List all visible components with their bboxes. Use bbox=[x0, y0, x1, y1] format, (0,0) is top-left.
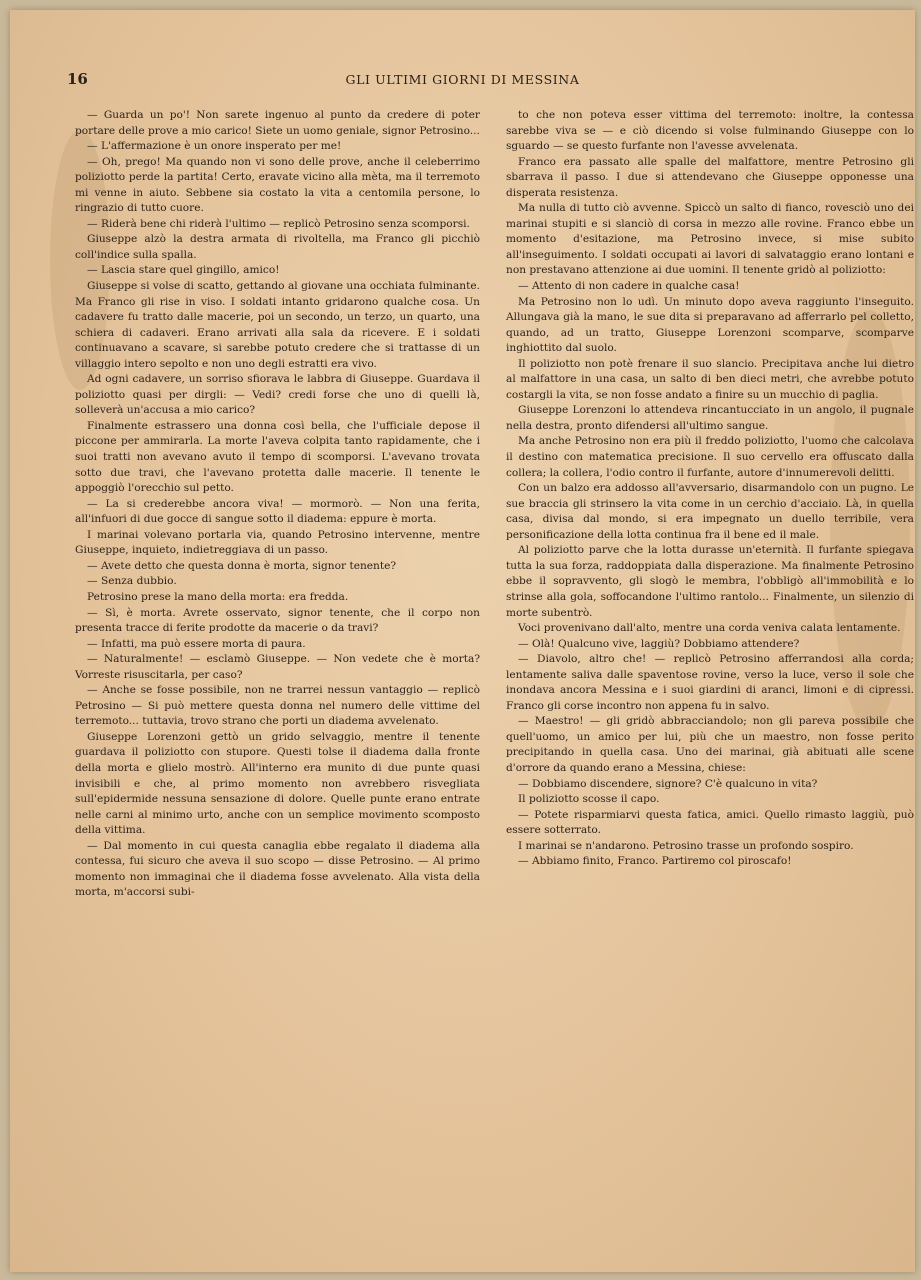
paragraph: Con un balzo era addosso all'avversario, disarmandolo con un pugno. Le sue braccia gli strinsero la vita come in un cerchio d'acciaio. Là, in quella casa, divisa dal mondo, si era impegnato un duello terribile, vera personificazione della lotta continua fra il bene ed il male. bbox=[506, 482, 914, 541]
paragraph: — L'affermazione è un onore insperato per me! bbox=[87, 140, 342, 153]
paragraph: — Olà! Qualcuno vive, laggiù? Dobbiamo attendere? bbox=[518, 637, 800, 650]
paragraph: Franco era passato alle spalle del malfattore, mentre Petrosino gli sbarrava il passo. I due si attendevano che Giuseppe opponesse una disperata resistenza. bbox=[506, 155, 914, 199]
paragraph: — Dobbiamo discendere, signore? C'è qualcuno in vita? bbox=[518, 777, 818, 790]
paragraph: Finalmente estrassero una donna così bella, che l'ufficiale depose il piccone per ammirarla. La morte l'aveva colpita tanto rapidamente, che i suoi tratti non avevano avuto il tempo di scomporsi. L'avevano trovata sotto due travi, che l'avevano protetta dalle macerie. Il tenente le appoggiò l'orecchio sul petto. bbox=[75, 419, 480, 495]
paragraph: — Abbiamo finito, Franco. Partiremo col piroscafo! bbox=[518, 855, 792, 868]
paragraph: Giuseppe Lorenzoni gettò un grido selvaggio, mentre il tenente guardava il poliziotto con stupore. Questi tolse il diadema dalla fronte della morta e glielo mostrò. All'interno era munito di due punte quasi invisibili e che, al primo momento non avrebbero risvegliata sull'epidermide nessuna sensazione di dolore. Quelle punte erano entrate nelle carni al minimo urto, anche con un semplice movimento scomposto della vittima. bbox=[75, 730, 480, 837]
paragraph: Ma nulla di tutto ciò avvenne. Spiccò un salto di fianco, rovesciò uno dei marinai stupiti e si slanciò di corsa in mezzo alle rovine. Franco ebbe un momento d'esitazione, ma Petrosino invece, si mise subito all'inseguimento. I soldati occupati ai lavori di salvataggio erano lontani e non prestavano attenzione ai due uomini. Il tenente gridò al poliziotto: bbox=[506, 202, 914, 277]
paragraph: — Oh, prego! Ma quando non vi sono delle prove, anche il celeberrimo poliziotto perde la partita! Certo, eravate vicino alla mèta, ma il terremoto mi venne in aiuto. Sebbene sia costato la vita a centomila persone, lo ringrazio di tutto cuore. bbox=[75, 155, 480, 215]
paragraph: Al poliziotto parve che la lotta durasse un'eternità. Il furfante spiegava tutta la sua forza, raddoppiata dalla disperazione. Ma finalmente Petrosino ebbe il sopravvento, gli slogò le membra, l'obbligò all'immobilità e lo strinse alla gola, soffocandone l'ultimo rantolo... Finalmente, un silenzio di morte subentrò. bbox=[506, 544, 914, 619]
paragraph: — Guarda un po'! Non sarete ingenuo al punto da credere di poter portare delle prove a mio carico! Siete un uomo geniale, signor Petrosino... bbox=[75, 109, 480, 137]
paragraph: I marinai se n'andarono. Petrosino trasse un profondo sospiro. bbox=[518, 839, 854, 852]
paragraph: Giuseppe alzò la destra armata di rivoltella, ma Franco gli picchiò coll'indice sulla spalla. bbox=[75, 233, 480, 261]
paragraph: — Maestro! — gli gridò abbracciandolo; non gli pareva possibile che quell'uomo, un amico per lui, più che un maestro, non fosse perito precipitando in quella casa. Uno dei marinai, già abituati alle scene d'orrore da quando erano a Messina, chiese: bbox=[506, 715, 914, 774]
paragraph: to che non poteva esser vittima del terremoto: inoltre, la contessa sarebbe viva se — e ciò dicendo si volse fulminando Giuseppe con lo sguardo — se questo furfante non l'avesse avvelenata. bbox=[506, 109, 914, 153]
printed-page bbox=[10, 10, 915, 1272]
paragraph: — Senza dubbio. bbox=[87, 575, 177, 588]
running-title: GLI ULTIMI GIORNI DI MESSINA bbox=[345, 72, 580, 87]
paragraph: Ma Petrosino non lo udì. Un minuto dopo aveva raggiunto l'inseguito. Allungava già la mano, le sue dita si preparavano ad afferrarlo pel colletto, quando, ad un tratto, Giuseppe Lorenzoni scomparve, scomparve inghiottito dal suolo. bbox=[506, 295, 914, 355]
paragraph: Il poliziotto non potè frenare il suo slancio. Precipitava anche lui dietro al malfattore in una casa, un salto di ben dieci metri, che avrebbe potuto costargli la vita, se non fosse andato a finire su un mucchio di paglia. bbox=[506, 357, 914, 401]
paragraph: — Anche se fosse possibile, non ne trarrei nessun vantaggio — replicò Petrosino — Si può mettere questa donna nel numero delle vittime del terremoto... tuttavia, trovo strano che porti un diadema avvelenato. bbox=[75, 684, 480, 728]
paragraph: — Infatti, ma può essere morta di paura. bbox=[87, 637, 306, 650]
paragraph: — Potete risparmiarvi questa fatica, amici. Quello rimasto laggiù, può essere sotterrato. bbox=[506, 808, 914, 837]
paragraph: Giuseppe si volse di scatto, gettando al giovane una occhiata fulminante. Ma Franco gli rise in viso. I soldati intanto gridarono qualche cosa. Un cadavere fu tratto dalle macerie, poi un secondo, un terzo, un quarto, una schiera di cadaveri. Erano arrivati alla sala da ricevere. E i soldati continuavano a scavare, si sarebbe potuto credere che si trattasse di un villaggio intero sepolto e non uno degli estratti era vivo. bbox=[75, 280, 480, 370]
paragraph: I marinai volevano portarla via, quando Petrosino intervenne, mentre Giuseppe, inquieto, indietreggiava di un passo. bbox=[75, 528, 480, 557]
paragraph: — Dal momento in cui questa canaglia ebbe regalato il diadema alla contessa, fui sicuro che aveva il suo scopo — disse Petrosino. — Al primo momento non immaginai che il diadema fosse avvelenato. Alla vista della morta, m'accorsi subi- bbox=[75, 839, 480, 899]
paragraph: Giuseppe Lorenzoni lo attendeva rincantucciato in un angolo, il pugnale nella destra, pronto difendersi all'ultimo sangue. bbox=[506, 404, 914, 432]
paragraph: — Sì, è morta. Avrete osservato, signor tenente, che il corpo non presenta tracce di ferite prodotte da macerie o da travi? bbox=[75, 606, 480, 635]
right-text-column bbox=[506, 108, 914, 870]
paragraph: Petrosino prese la mano della morta: era fredda. bbox=[87, 590, 349, 603]
paragraph: — Lascia stare quel gingillo, amico! bbox=[87, 264, 280, 277]
paragraph: Ma anche Petrosino non era più il freddo poliziotto, l'uomo che calcolava il destino con matematica precisione. Il suo cervello era offuscato dalla collera; la collera, l'odio contro il furfante, autore d'innumerevoli delitti. bbox=[506, 435, 914, 479]
paragraph: — Diavolo, altro che! — replicò Petrosino afferrandosi alla corda; lentamente saliva dalle spaventose rovine, verso la luce, verso il sole che inondava ancora Messina e i suoi giardini di aranci, limoni e di cipressi. Franco gli corse incontro non appena fu in salvo. bbox=[506, 653, 914, 712]
paragraph: — Naturalmente! — esclamò Giuseppe. — Non vedete che è morta? Vorreste risuscitarla, per caso? bbox=[75, 653, 480, 681]
page-number: 16 bbox=[67, 70, 88, 88]
paragraph: Voci provenivano dall'alto, mentre una corda veniva calata lentamente. bbox=[518, 622, 901, 635]
paragraph: — La si crederebbe ancora viva! — mormorò. — Non una ferita, all'infuori di due gocce di sangue sotto il diadema: eppure è morta. bbox=[75, 497, 480, 526]
left-text-column bbox=[75, 108, 480, 901]
paragraph: — Riderà bene chi riderà l'ultimo — replicò Petrosino senza scomporsi. bbox=[87, 217, 470, 230]
paragraph: Il poliziotto scosse il capo. bbox=[518, 793, 660, 806]
paragraph: — Attento di non cadere in qualche casa! bbox=[518, 280, 740, 293]
paragraph: Ad ogni cadavere, un sorriso sfiorava le labbra di Giuseppe. Guardava il poliziotto quasi per dirgli: — Vedi? credi forse che uno di quelli là, solleverà un'accusa a mio carico? bbox=[75, 373, 480, 417]
paragraph: — Avete detto che questa donna è morta, signor tenente? bbox=[87, 559, 397, 572]
